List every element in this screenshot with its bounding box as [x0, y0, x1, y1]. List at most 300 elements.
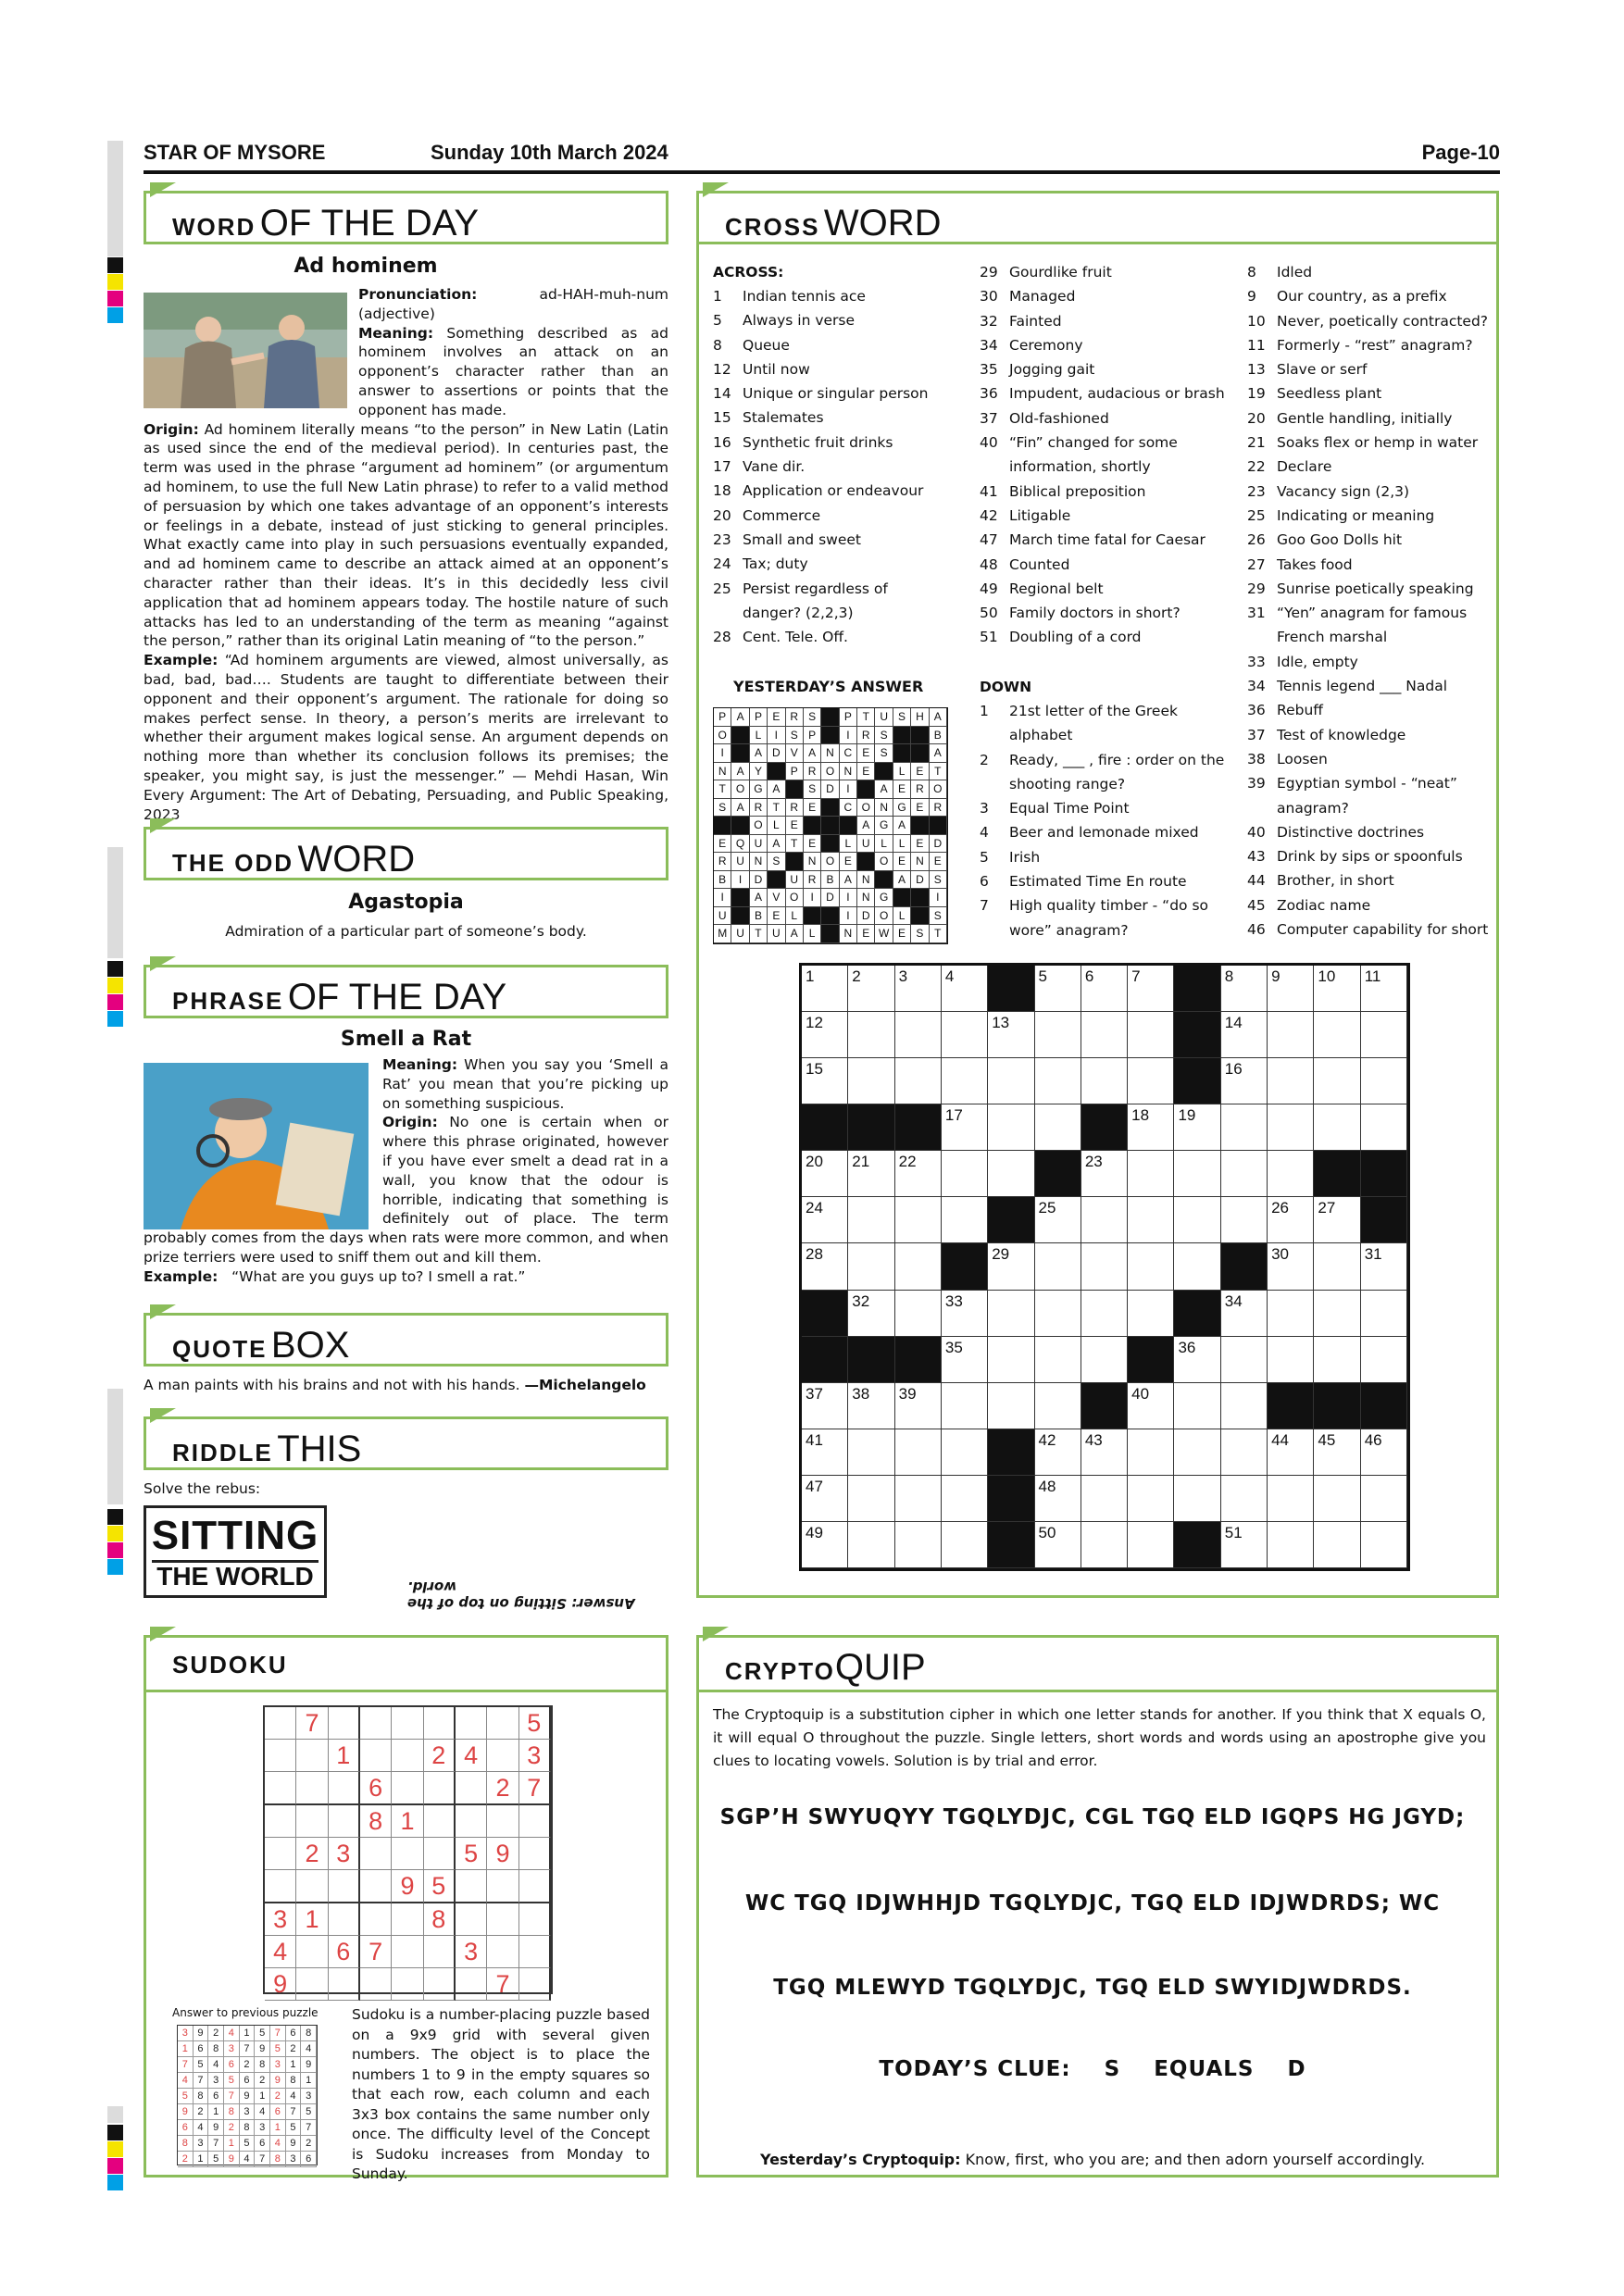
sudoku-cell[interactable] — [360, 1903, 392, 1936]
sudoku-cell[interactable] — [487, 1740, 518, 1772]
crossword-cell[interactable] — [1128, 1383, 1174, 1429]
clue-number: 8 — [1247, 264, 1256, 281]
prev-sudoku-cell: 5 — [240, 2136, 256, 2152]
sudoku-cell[interactable] — [487, 1903, 518, 1936]
answer-cell: S — [911, 925, 929, 943]
crossword-cell[interactable] — [1221, 1151, 1268, 1197]
quote-text — [144, 1376, 699, 1395]
sudoku-cell[interactable] — [329, 1968, 360, 2001]
section-title-small: WORD — [172, 213, 256, 241]
crossword-cell[interactable] — [895, 1291, 942, 1337]
clue-item — [1247, 723, 1497, 747]
crossword-cell[interactable] — [802, 1383, 848, 1429]
crossword-grid[interactable] — [799, 963, 1410, 1571]
crossword-cell[interactable] — [895, 966, 942, 1012]
crossword-cell[interactable] — [1314, 1291, 1360, 1337]
sudoku-cell[interactable] — [519, 1903, 551, 1936]
crossword-cell[interactable] — [1174, 1337, 1220, 1383]
prev-sudoku-cell: 7 — [240, 2041, 256, 2057]
sudoku-cell[interactable] — [329, 1707, 360, 1740]
crossword-cell[interactable] — [1081, 1197, 1128, 1243]
crossword-cell[interactable] — [895, 1151, 942, 1197]
clue-item — [980, 357, 1248, 381]
word-of-day-word: Ad hominem — [294, 255, 438, 278]
black-cell — [988, 1429, 1034, 1476]
crossword-cell[interactable] — [1081, 1476, 1128, 1522]
crossword-cell[interactable] — [1314, 1104, 1360, 1151]
cell-number: 9 — [1271, 967, 1280, 985]
clue-text: Our country, as a prefix — [1277, 288, 1447, 306]
clue-item — [980, 625, 1248, 649]
crossword-cell[interactable] — [1035, 1383, 1081, 1429]
answer-cell: A — [840, 871, 857, 890]
crossword-cell[interactable] — [895, 1383, 942, 1429]
crossword-cell[interactable] — [1128, 966, 1174, 1012]
crossword-cell[interactable] — [988, 1291, 1034, 1337]
crossword-cell[interactable] — [1081, 1522, 1128, 1568]
answer-cell: I — [804, 889, 821, 907]
yesterday-answer-grid — [713, 707, 948, 944]
crossword-cell[interactable] — [1128, 1197, 1174, 1243]
sudoku-cell[interactable] — [487, 1870, 518, 1903]
page-header — [144, 137, 1500, 174]
sudoku-cell[interactable] — [487, 1707, 518, 1740]
clue-text: Jogging gait — [1009, 361, 1095, 379]
crossword-cell[interactable] — [848, 1383, 894, 1429]
answer-cell: G — [750, 780, 768, 799]
prev-sudoku-cell: 7 — [208, 2136, 224, 2152]
crossword-cell[interactable] — [895, 1012, 942, 1058]
crossword-cell[interactable] — [1221, 1291, 1268, 1337]
crossword-cell[interactable] — [1035, 1337, 1081, 1383]
sudoku-cell[interactable] — [265, 1772, 296, 1805]
crossword-cell[interactable] — [1314, 966, 1360, 1012]
crossword-cell[interactable] — [1361, 966, 1407, 1012]
sudoku-cell[interactable] — [392, 1968, 423, 2001]
clue-number: 50 — [980, 605, 998, 622]
sudoku-cell[interactable] — [329, 1805, 360, 1838]
prev-sudoku-cell: 4 — [240, 2152, 256, 2167]
sudoku-cell[interactable] — [265, 1740, 296, 1772]
crossword-cell[interactable] — [1361, 1291, 1407, 1337]
crossword-cell[interactable] — [848, 1476, 894, 1522]
crossword-cell[interactable] — [1361, 1522, 1407, 1568]
cell-number: 46 — [1364, 1430, 1382, 1449]
crossword-cell[interactable] — [1268, 1012, 1314, 1058]
crossword-cell[interactable] — [1361, 1429, 1407, 1476]
sudoku-cell[interactable] — [424, 1772, 456, 1805]
clue-number: 22 — [1247, 458, 1266, 476]
crossword-cell[interactable] — [988, 1383, 1034, 1429]
sudoku-cell[interactable] — [265, 1838, 296, 1870]
sudoku-cell[interactable] — [487, 1805, 518, 1838]
crossword-cell[interactable] — [1035, 1522, 1081, 1568]
crossword-cell[interactable] — [1128, 1104, 1174, 1151]
cell-number: 31 — [1364, 1245, 1382, 1264]
clue-text: Soaks flex or hemp in water — [1277, 434, 1479, 452]
page-number: Page-10 — [1421, 141, 1500, 164]
sudoku-cell[interactable] — [456, 1707, 487, 1740]
riddle-answer: Answer: Sitting on top of the world. — [407, 1578, 635, 1612]
crossword-cell[interactable] — [848, 1151, 894, 1197]
black-cell — [786, 853, 804, 871]
clue-item — [713, 333, 958, 357]
sudoku-cell[interactable] — [296, 1936, 328, 1968]
sudoku-cell[interactable] — [296, 1968, 328, 2001]
sudoku-cell[interactable] — [519, 1805, 551, 1838]
crossword-cell[interactable] — [1128, 1522, 1174, 1568]
answer-cell: E — [857, 744, 875, 763]
sudoku-cell[interactable] — [424, 1805, 456, 1838]
crossword-cell[interactable] — [1314, 1012, 1360, 1058]
sudoku-cell[interactable] — [329, 1870, 360, 1903]
clue-value: S EQUALS D — [1104, 2057, 1306, 2081]
clue-item — [1247, 309, 1497, 333]
crossword-cell[interactable] — [848, 1429, 894, 1476]
sudoku-cell[interactable] — [360, 1870, 392, 1903]
clue-item — [1247, 357, 1497, 381]
crossword-cell[interactable] — [848, 1012, 894, 1058]
sudoku-header — [144, 1635, 668, 1692]
clue-text: Always in verse — [743, 312, 856, 330]
crossword-cell[interactable] — [848, 1291, 894, 1337]
clue-text: danger? (2,2,3) — [743, 604, 854, 621]
black-cell — [714, 817, 731, 835]
crossword-cell[interactable] — [895, 1476, 942, 1522]
clue-text: Slave or serf — [1277, 361, 1368, 379]
crossword-cell[interactable] — [1081, 1058, 1128, 1104]
sudoku-cell[interactable] — [360, 1707, 392, 1740]
clue-item — [980, 333, 1248, 357]
crossword-cell[interactable] — [1035, 1058, 1081, 1104]
crossword-cell[interactable] — [1314, 1522, 1360, 1568]
crossword-cell[interactable] — [1361, 1243, 1407, 1290]
answer-cell: S — [930, 907, 947, 926]
clue-text: Fainted — [1009, 312, 1062, 330]
crossword-cell[interactable] — [1361, 1058, 1407, 1104]
crossword-cell[interactable] — [1081, 1012, 1128, 1058]
crossword-cell[interactable] — [1221, 1197, 1268, 1243]
sudoku-cell[interactable] — [360, 1740, 392, 1772]
crossword-cell[interactable] — [1174, 1104, 1220, 1151]
cryptoquip-clue — [704, 2057, 1481, 2081]
answer-cell: E — [804, 799, 821, 817]
sudoku-blurb: Sudoku is a number-placing puzzle based on a 9x9 grid with several given numbers. The object is to place the numbers 1 to 9 in the empty squares so that each row, each column and each 3x3 box contains the same number only once. The difficulty level of the Concept is Sudoku increases from Monday to Sunday. — [352, 2006, 650, 2182]
crossword-cell[interactable] — [1174, 1476, 1220, 1522]
answer-cell: S — [714, 799, 731, 817]
prev-sudoku-cell: 1 — [286, 2057, 302, 2073]
sudoku-cell[interactable] — [456, 1870, 487, 1903]
crossword-cell[interactable] — [1081, 1151, 1128, 1197]
sudoku-cell[interactable] — [392, 1740, 423, 1772]
crossword-cell[interactable] — [1361, 1337, 1407, 1383]
crossword-cell[interactable] — [1221, 1383, 1268, 1429]
crossword-cell[interactable] — [988, 1337, 1034, 1383]
crossword-cell[interactable] — [1268, 1337, 1314, 1383]
sudoku-cell: 3 — [265, 1903, 296, 1936]
crossword-cell[interactable] — [1035, 1476, 1081, 1522]
crossword-cell[interactable] — [802, 966, 848, 1012]
crossword-cell[interactable] — [1221, 966, 1268, 1012]
answer-cell: E — [714, 835, 731, 854]
crossword-cell[interactable] — [1174, 1243, 1220, 1290]
sudoku-cell[interactable] — [265, 1707, 296, 1740]
crossword-cell[interactable] — [1268, 1197, 1314, 1243]
sudoku-cell[interactable] — [424, 1936, 456, 1968]
crossword-cell[interactable] — [1174, 1197, 1220, 1243]
crossword-cell[interactable] — [942, 966, 988, 1012]
sudoku-cell[interactable] — [329, 1903, 360, 1936]
sudoku-cell[interactable] — [456, 1903, 487, 1936]
crossword-cell[interactable] — [1268, 1058, 1314, 1104]
answer-cell: G — [875, 889, 893, 907]
clue-text: Doubling of a cord — [1009, 629, 1142, 646]
crossword-cell[interactable] — [942, 1291, 988, 1337]
clue-number: 36 — [1247, 702, 1266, 719]
sudoku-cell[interactable] — [329, 1772, 360, 1805]
crossword-cell[interactable] — [802, 1151, 848, 1197]
sudoku-cell[interactable] — [424, 1707, 456, 1740]
crossword-cell[interactable] — [1128, 1012, 1174, 1058]
sudoku-cell: 6 — [329, 1936, 360, 1968]
answer-cell: S — [893, 708, 911, 727]
crossword-cell[interactable] — [1035, 1197, 1081, 1243]
crossword-cell[interactable] — [1174, 1383, 1220, 1429]
sudoku-cell[interactable] — [296, 1740, 328, 1772]
color-mark — [107, 2175, 123, 2190]
crossword-cell[interactable] — [848, 1522, 894, 1568]
crossword-cell[interactable] — [1128, 1058, 1174, 1104]
crossword-cell[interactable] — [942, 1197, 988, 1243]
answer-cell: A — [768, 780, 785, 799]
sudoku-cell[interactable] — [519, 1838, 551, 1870]
black-cell — [821, 835, 839, 854]
sudoku-grid[interactable] — [263, 1705, 553, 1998]
crossword-cell[interactable] — [1128, 1151, 1174, 1197]
crossword-cell[interactable] — [1128, 1476, 1174, 1522]
cell-number: 6 — [1084, 967, 1094, 985]
crossword-cell[interactable] — [802, 1058, 848, 1104]
answer-cell: A — [768, 835, 785, 854]
clue-text: Takes food — [1277, 555, 1353, 573]
crossword-cell[interactable] — [802, 1243, 848, 1290]
clue-text: Never, poetically contracted? — [1277, 312, 1489, 330]
crossword-cell[interactable] — [1268, 966, 1314, 1012]
crossword-cell[interactable] — [895, 1197, 942, 1243]
sudoku-cell[interactable] — [456, 1968, 487, 2001]
crossword-cell[interactable] — [988, 1104, 1034, 1151]
crossword-cell[interactable] — [1081, 966, 1128, 1012]
crossword-cell[interactable] — [988, 1151, 1034, 1197]
answer-cell: O — [750, 817, 768, 835]
answer-cell: S — [875, 744, 893, 763]
crossword-cell[interactable] — [1221, 1104, 1268, 1151]
clue-number: 24 — [713, 555, 731, 573]
crossword-cell[interactable] — [1314, 1243, 1360, 1290]
crossword-cell[interactable] — [942, 1012, 988, 1058]
sudoku-cell[interactable] — [296, 1772, 328, 1805]
corner-flag-icon — [703, 1627, 729, 1641]
clue-text: Tax; duty — [743, 555, 808, 573]
crossword-cell[interactable] — [988, 1012, 1034, 1058]
sudoku-cell[interactable] — [519, 1968, 551, 2001]
sudoku-cell[interactable] — [424, 1838, 456, 1870]
sudoku-cell[interactable] — [487, 1936, 518, 1968]
cryptoquip-line-3: TGQ MLEWYD TGQLYDJC, TGQ ELD SWYIDJWDRDS. — [773, 1976, 1412, 2000]
black-cell — [893, 744, 911, 763]
crossword-cell[interactable] — [1221, 1522, 1268, 1568]
clue-number: 19 — [1247, 385, 1266, 403]
crossword-cell[interactable] — [942, 1383, 988, 1429]
answer-cell: D — [857, 907, 875, 926]
crossword-cell[interactable] — [848, 1197, 894, 1243]
clue-text: information, shortly — [1009, 458, 1151, 476]
sudoku-cell: 2 — [296, 1838, 328, 1870]
clue-text: Counted — [1009, 555, 1070, 573]
crossword-cell[interactable] — [1174, 1151, 1220, 1197]
sudoku-cell[interactable] — [519, 1936, 551, 1968]
answer-cell: A — [893, 871, 911, 890]
crossword-cell[interactable] — [1128, 1243, 1174, 1290]
crossword-cell[interactable] — [942, 1429, 988, 1476]
crossword-cell[interactable] — [1035, 1012, 1081, 1058]
crossword-cell[interactable] — [1081, 1243, 1128, 1290]
sudoku-cell[interactable] — [296, 1805, 328, 1838]
crossword-cell[interactable] — [1361, 1012, 1407, 1058]
crossword-cell[interactable] — [1128, 1429, 1174, 1476]
crossword-cell[interactable] — [988, 1058, 1034, 1104]
clue-number: 51 — [980, 629, 998, 646]
sudoku-cell[interactable] — [519, 1870, 551, 1903]
sudoku-cell[interactable] — [296, 1870, 328, 1903]
crossword-cell[interactable] — [942, 1522, 988, 1568]
black-cell — [802, 1104, 848, 1151]
crossword-cell[interactable] — [1361, 1476, 1407, 1522]
clue-number: 35 — [980, 361, 998, 379]
sudoku-cell[interactable] — [424, 1968, 456, 2001]
black-cell — [893, 889, 911, 907]
prev-sudoku-cell: 9 — [194, 2026, 209, 2041]
margin-strip — [107, 1389, 123, 1504]
crossword-cell[interactable] — [1081, 1291, 1128, 1337]
crossword-cell[interactable] — [802, 1012, 848, 1058]
crossword-cell[interactable] — [1268, 1522, 1314, 1568]
crossword-cell[interactable] — [1268, 1104, 1314, 1151]
sudoku-cell[interactable] — [456, 1805, 487, 1838]
crossword-cell[interactable] — [1035, 1291, 1081, 1337]
crossword-cell[interactable] — [802, 1522, 848, 1568]
prev-sudoku-cell: 5 — [208, 2152, 224, 2167]
across-clues-1 — [713, 284, 958, 649]
crossword-cell[interactable] — [1035, 1429, 1081, 1476]
crossword-cell[interactable] — [988, 1243, 1034, 1290]
crossword-cell[interactable] — [1221, 1058, 1268, 1104]
crossword-cell[interactable] — [802, 1476, 848, 1522]
sudoku-cell[interactable] — [392, 1707, 423, 1740]
crossword-cell[interactable] — [1221, 1476, 1268, 1522]
crossword-cell[interactable] — [802, 1429, 848, 1476]
prev-sudoku-cell: 1 — [240, 2026, 256, 2041]
crossword-cell[interactable] — [1081, 1337, 1128, 1383]
crossword-cell[interactable] — [942, 1104, 988, 1151]
clue-number: 20 — [1247, 409, 1266, 427]
crossword-cell[interactable] — [1314, 1429, 1360, 1476]
answer-cell: W — [875, 925, 893, 943]
crossword-cell[interactable] — [1035, 1104, 1081, 1151]
crossword-cell[interactable] — [848, 1058, 894, 1104]
crossword-cell[interactable] — [1268, 1429, 1314, 1476]
crossword-cell[interactable] — [1314, 1476, 1360, 1522]
crossword-cell[interactable] — [1128, 1291, 1174, 1337]
answer-cell: R — [804, 871, 821, 890]
answer-cell: P — [786, 763, 804, 781]
crossword-cell[interactable] — [1314, 1197, 1360, 1243]
crossword-cell[interactable] — [1268, 1476, 1314, 1522]
sudoku-cell[interactable] — [360, 1838, 392, 1870]
crossword-cell[interactable] — [942, 1337, 988, 1383]
crossword-cell[interactable] — [1221, 1337, 1268, 1383]
sudoku-cell[interactable] — [392, 1772, 423, 1805]
cell-number: 21 — [852, 1153, 870, 1171]
crossword-cell[interactable] — [1361, 1104, 1407, 1151]
clue-text: Vane dir. — [743, 458, 806, 476]
crossword-cell[interactable] — [895, 1429, 942, 1476]
clue-item — [1247, 406, 1497, 430]
clue-text: Rebuff — [1277, 702, 1323, 719]
crossword-cell[interactable] — [802, 1197, 848, 1243]
prev-sudoku-cell: 4 — [301, 2041, 317, 2057]
crossword-cell[interactable] — [1221, 1429, 1268, 1476]
margin-strip — [107, 141, 123, 256]
sudoku-cell[interactable] — [392, 1838, 423, 1870]
crossword-cell[interactable] — [942, 1151, 988, 1197]
crossword-cell[interactable] — [895, 1058, 942, 1104]
crossword-cell[interactable] — [1035, 1243, 1081, 1290]
crossword-cell[interactable] — [1268, 1243, 1314, 1290]
sudoku-cell[interactable] — [456, 1772, 487, 1805]
prev-sudoku-cell: 6 — [178, 2120, 194, 2136]
clue-number: 37 — [980, 409, 998, 427]
crossword-cell[interactable] — [1221, 1012, 1268, 1058]
label: Origin: — [144, 420, 199, 438]
odd-word-header — [144, 827, 668, 880]
crossword-cell[interactable] — [895, 1522, 942, 1568]
crossword-cell[interactable] — [942, 1476, 988, 1522]
answer-cell: A — [930, 744, 947, 763]
clue-text: Ceremony — [1009, 336, 1083, 354]
answer-cell: A — [731, 799, 749, 817]
crossword-cell[interactable] — [895, 1243, 942, 1290]
crossword-cell[interactable] — [1035, 966, 1081, 1012]
sudoku-cell[interactable] — [392, 1936, 423, 1968]
sudoku-cell[interactable] — [265, 1805, 296, 1838]
sudoku-cell: 9 — [265, 1968, 296, 2001]
crossword-cell[interactable] — [1268, 1291, 1314, 1337]
cell-number: 11 — [1364, 967, 1381, 985]
crossword-cell[interactable] — [1081, 1429, 1128, 1476]
crossword-cell[interactable] — [848, 966, 894, 1012]
clue-item — [1247, 455, 1497, 479]
crossword-cell[interactable] — [1314, 1058, 1360, 1104]
crossword-cell[interactable] — [848, 1243, 894, 1290]
crossword-cell[interactable] — [1268, 1151, 1314, 1197]
crossword-cell[interactable] — [1174, 1429, 1220, 1476]
sudoku-cell[interactable] — [360, 1968, 392, 2001]
crossword-cell[interactable] — [942, 1058, 988, 1104]
sudoku-cell[interactable] — [265, 1870, 296, 1903]
crossword-cell[interactable] — [1314, 1337, 1360, 1383]
sudoku-cell[interactable] — [392, 1903, 423, 1936]
